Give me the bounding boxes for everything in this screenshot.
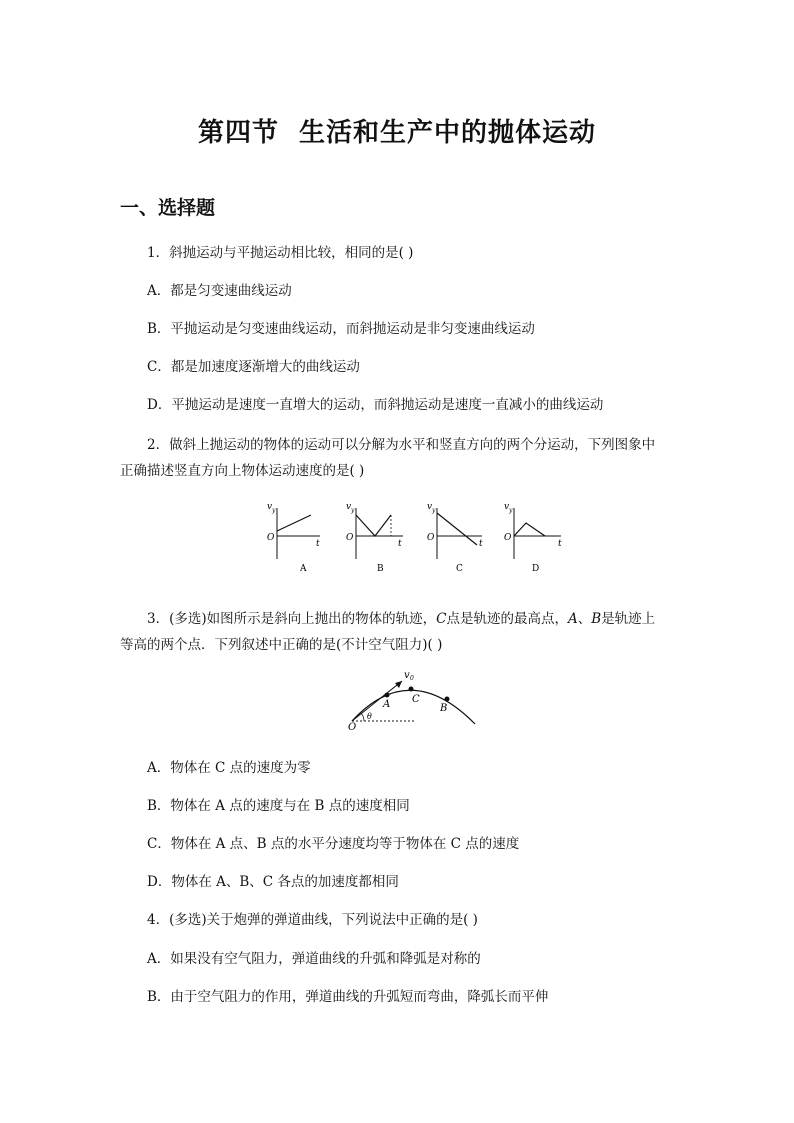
q3-var-c: C <box>436 611 447 627</box>
point-a-label: A <box>383 699 391 710</box>
graph-d-ylabel: v <box>504 502 510 512</box>
q3-text-mid: 点是轨迹的最高点， <box>446 611 568 627</box>
point-c <box>409 687 414 692</box>
question-4-stem: 4．(多选)关于炮弹的弹道曲线，下列说法中正确的是( ) <box>147 912 478 928</box>
velocity-arrowhead <box>395 681 402 688</box>
question-3-stem-line2: 等高的两个点．下列叙述中正确的是(不计空气阻力)( ) <box>120 637 443 653</box>
graph-b-velocity-line <box>356 515 391 536</box>
graph-c-ysub: y <box>432 507 436 514</box>
v0-subscript: 0 <box>410 675 414 682</box>
graph-a-label: A <box>300 564 307 574</box>
point-b-label: B <box>440 703 448 714</box>
point-c-label: C <box>412 694 420 705</box>
question-4-option-b: B．由于空气阻力的作用，弹道曲线的升弧短而弯曲，降弧长而平伸 <box>147 989 549 1005</box>
section-heading: 一、选择题 <box>120 197 216 219</box>
graph-c-ylabel: v <box>427 502 433 512</box>
graph-b-ysub: y <box>351 507 355 514</box>
graph-c-label: C <box>456 564 463 574</box>
question-1-stem: 1．斜抛运动与平抛运动相比较，相同的是( ) <box>147 245 414 261</box>
question-3-option-a: A．物体在 C 点的速度为零 <box>147 760 311 776</box>
trajectory-figure <box>340 668 485 736</box>
q3-var-a: A <box>567 611 578 627</box>
graph-c-origin: O <box>427 533 435 543</box>
graph-b-xlabel: t <box>398 539 402 549</box>
question-2-stem-line2: 正确描述竖直方向上物体运动速度的是( ) <box>120 463 365 479</box>
question-3-option-d: D．物体在 A、B、C 各点的加速度都相同 <box>147 874 399 890</box>
graph-a-ysub: y <box>272 507 276 514</box>
question-3-option-b: B．物体在 A 点的速度与在 B 点的速度相同 <box>147 798 410 814</box>
q3-text-sep: 、 <box>577 611 592 627</box>
q3-var-b: B <box>591 611 602 627</box>
graph-d-label: D <box>532 564 540 574</box>
q3-text-pre: 3．(多选)如图所示是斜向上抛出的物体的轨迹， <box>147 611 437 627</box>
question-1-option-a: A．都是匀变速曲线运动 <box>147 283 292 299</box>
theta-label: θ <box>367 712 372 721</box>
origin-label: O <box>348 722 357 733</box>
graph-c <box>427 502 483 574</box>
question-3-stem-line1 <box>147 610 655 628</box>
v0-label: v <box>404 670 410 681</box>
graph-d-ysub: y <box>509 507 513 514</box>
graph-a-velocity-line <box>277 515 311 531</box>
graph-d-origin: O <box>504 533 512 543</box>
graph-a-xlabel: t <box>316 539 320 549</box>
velocity-vector <box>352 681 402 721</box>
question-1-option-d: D．平抛运动是速度一直增大的运动，而斜抛运动是速度一直减小的曲线运动 <box>147 397 604 413</box>
question-4-option-a: A．如果没有空气阻力，弹道曲线的升弧和降弧是对称的 <box>147 951 481 967</box>
graph-b-ylabel: v <box>346 502 352 512</box>
graph-a-origin: O <box>267 533 275 543</box>
theta-arc <box>361 713 364 721</box>
graph-d <box>504 502 562 574</box>
graph-b-label: B <box>377 564 384 574</box>
question-3-option-c: C．物体在 A 点、B 点的水平分速度均等于物体在 C 点的速度 <box>147 836 520 852</box>
graph-b <box>346 502 403 574</box>
graph-d-velocity-line <box>514 523 545 536</box>
point-a <box>385 693 390 698</box>
q3-text-post: 是轨迹上 <box>601 611 656 627</box>
question-2-stem-line1: 2．做斜上抛运动的物体的运动可以分解为水平和竖直方向的两个分运动，下列图象中 <box>147 437 656 453</box>
graph-d-xlabel: t <box>558 539 562 549</box>
question-1-option-c: C．都是加速度逐渐增大的曲线运动 <box>147 359 360 375</box>
graph-c-xlabel: t <box>479 539 483 549</box>
question-1-option-b: B．平抛运动是匀变速曲线运动，而斜抛运动是非匀变速曲线运动 <box>147 321 535 337</box>
page-title: 第四节 生活和生产中的抛体运动 <box>197 118 597 148</box>
point-b <box>445 697 450 702</box>
graph-b-origin: O <box>346 533 354 543</box>
question-2-graphs-figure <box>255 493 575 578</box>
graph-c-velocity-line <box>437 513 477 545</box>
graph-a-ylabel: v <box>267 502 273 512</box>
graph-a <box>267 502 320 574</box>
